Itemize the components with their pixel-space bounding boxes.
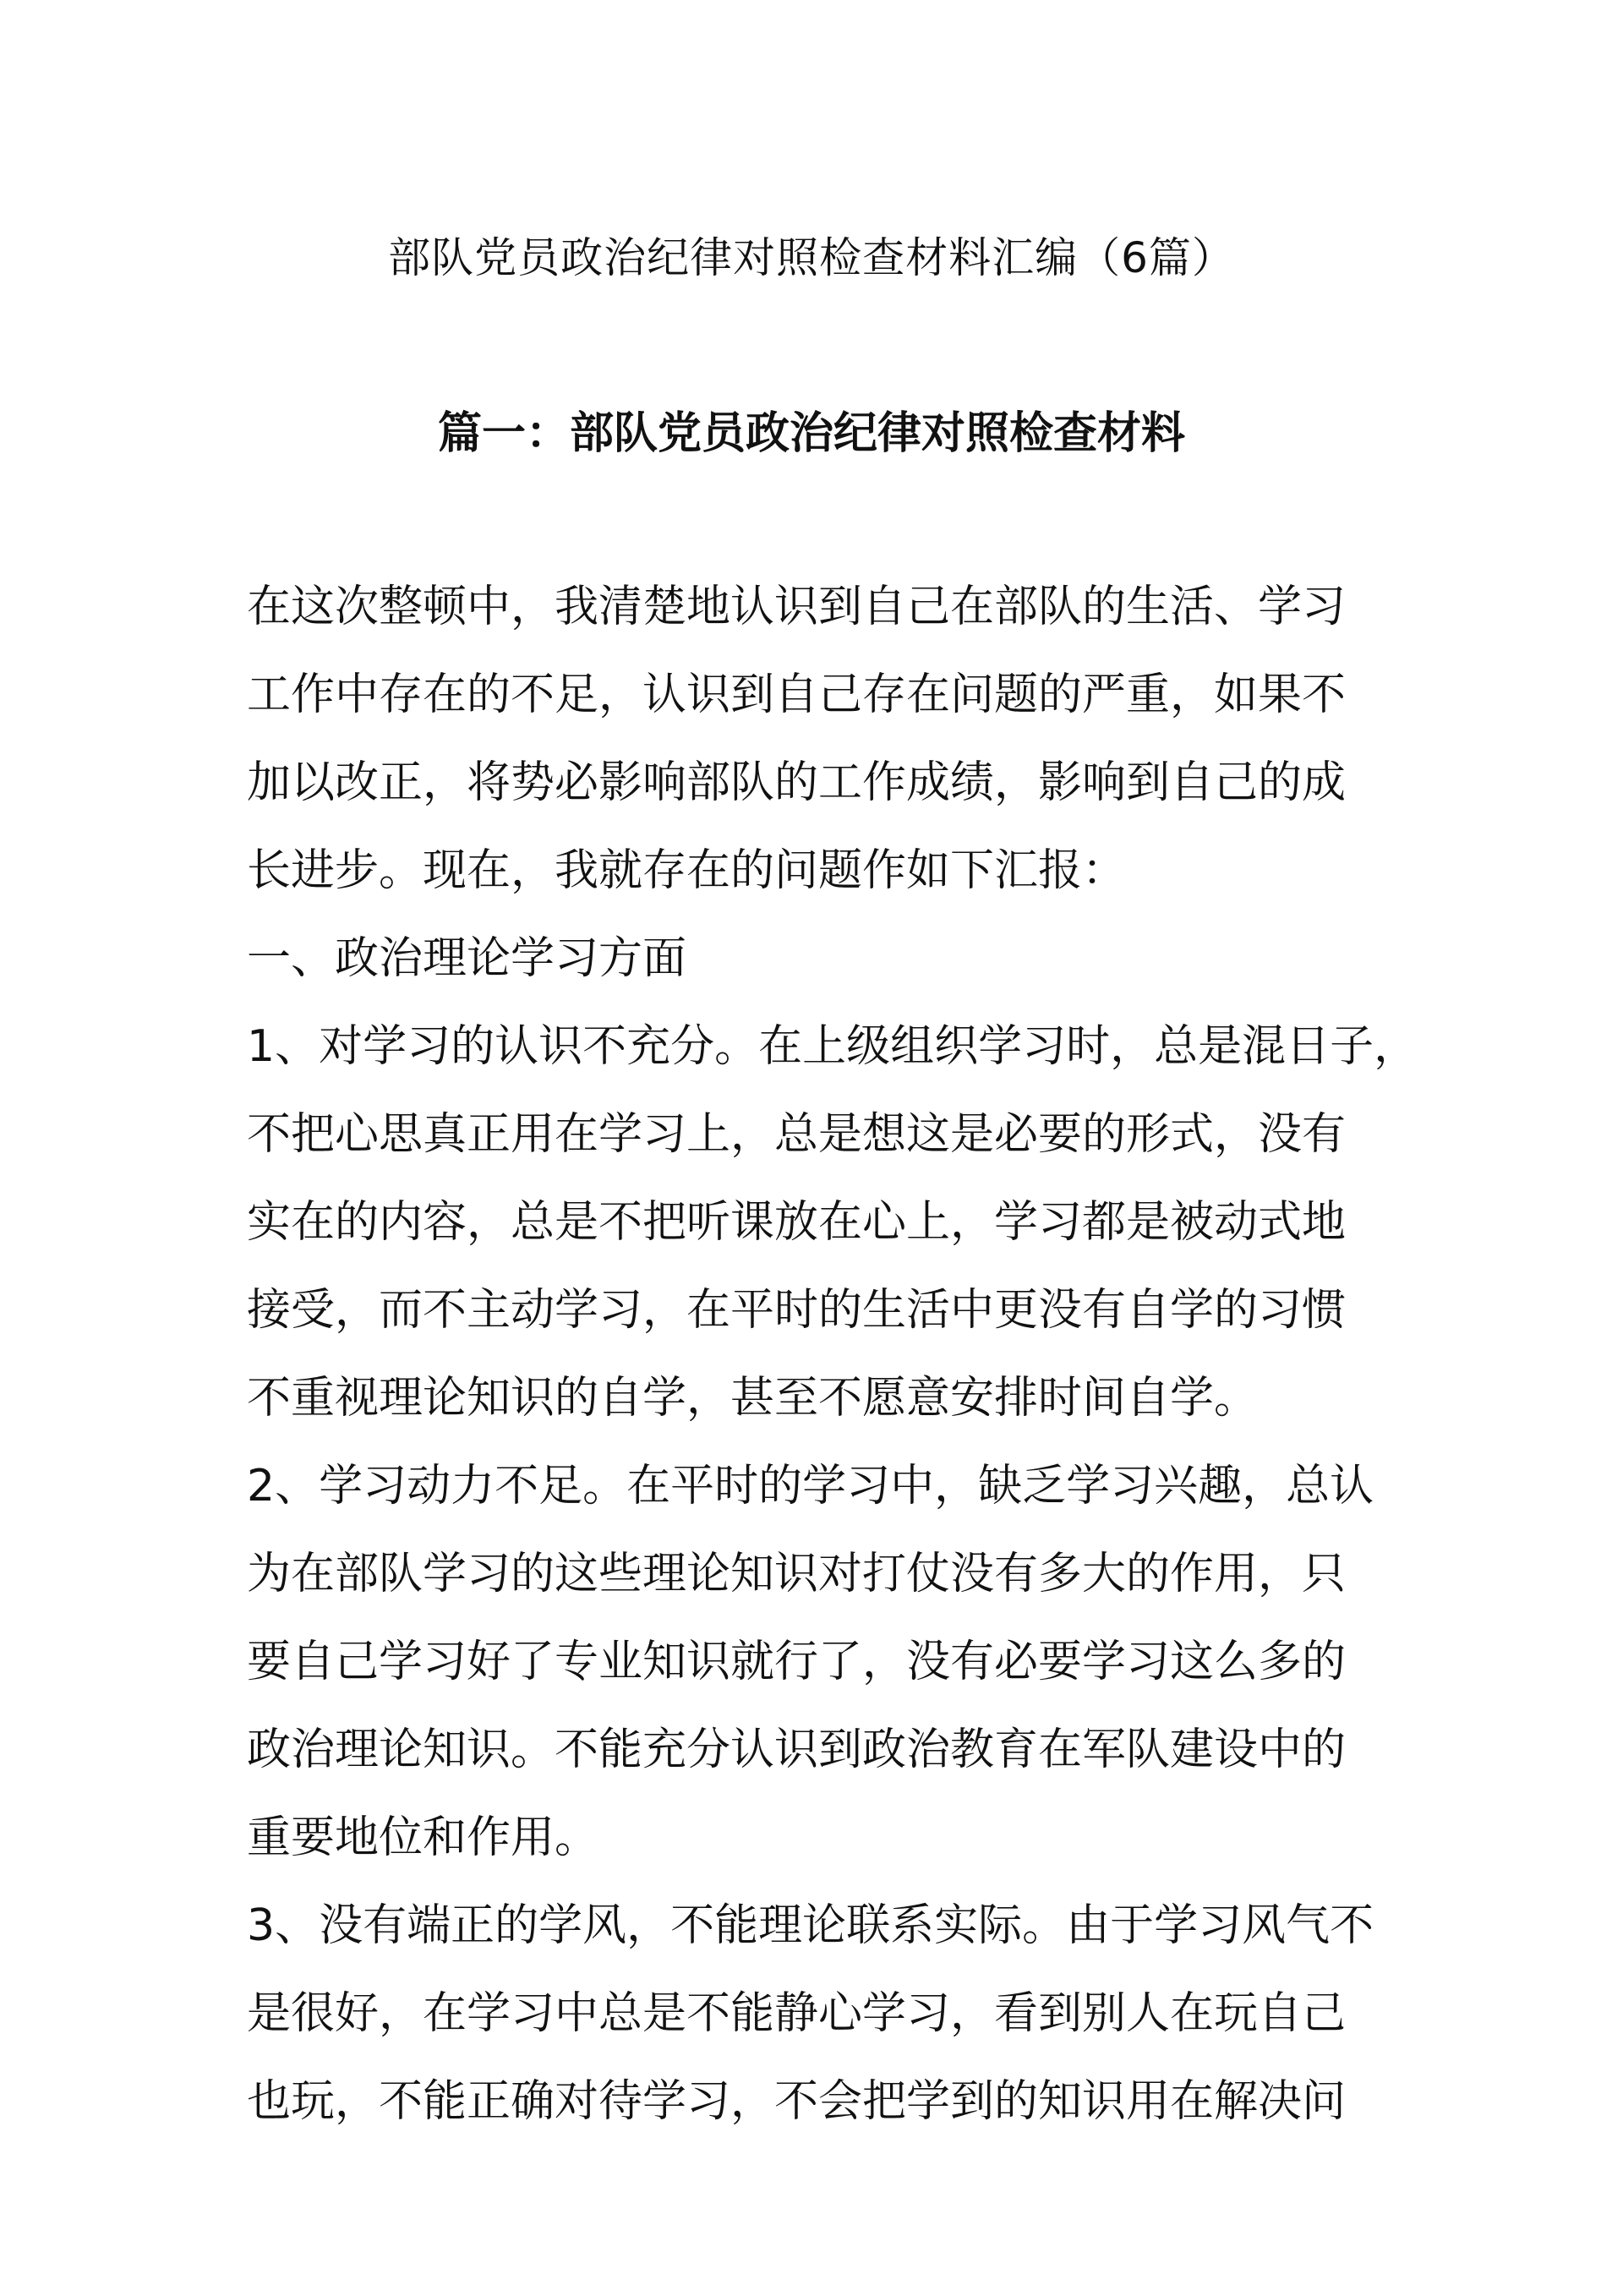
- text-line: 是很好，在学习中总是不能静心学习，看到别人在玩自己: [247, 1988, 1347, 2039]
- text-line: 长进步。现在，我就存在的问题作如下汇报：: [247, 845, 1127, 896]
- text-line: 1、对学习的认识不充分。在上级组织学习时，总是混日子，: [247, 1021, 1418, 1072]
- document-title: 部队党员政治纪律对照检查材料汇编（6篇）: [388, 233, 1235, 282]
- subheading-line: 一、政治理论学习方面: [247, 933, 687, 984]
- text-line: 工作中存在的不足，认识到自己存在问题的严重，如果不: [247, 670, 1347, 720]
- text-line: 在这次整顿中，我清楚地认识到自己在部队的生活、学习: [247, 582, 1347, 632]
- text-line: 不把心思真正用在学习上，总是想这是必要的形式，没有: [247, 1109, 1347, 1160]
- text-line: 要自己学习好了专业知识就行了，没有必要学习这么多的: [247, 1637, 1347, 1687]
- text-line: 不重视理论知识的自学，甚至不愿意安排时间自学。: [247, 1373, 1259, 1424]
- section-title: 篇一：部队党员政治纪律对照检查材料: [437, 408, 1185, 459]
- text-line: 政治理论知识。不能充分认识到政治教育在军队建设中的: [247, 1725, 1347, 1775]
- document-body: [247, 563, 1418, 2146]
- text-line: 加以改正，将势必影响部队的工作成绩，影响到自己的成: [247, 757, 1347, 808]
- text-line: 为在部队学习的这些理论知识对打仗没有多大的作用，只: [247, 1549, 1347, 1599]
- text-line: 也玩，不能正确对待学习，不会把学到的知识用在解决问: [247, 2076, 1347, 2127]
- text-line: 重要地位和作用。: [247, 1812, 599, 1863]
- text-line: 接受，而不主动学习，在平时的生活中更没有自学的习惯: [247, 1285, 1347, 1336]
- text-line: 2、学习动力不足。在平时的学习中，缺乏学习兴趣，总认: [247, 1461, 1374, 1512]
- text-line: 实在的内容，总是不把听课放在心上，学习都是被动式地: [247, 1197, 1347, 1248]
- text-line: 3、没有端正的学风，不能理论联系实际。由于学习风气不: [247, 1900, 1374, 1951]
